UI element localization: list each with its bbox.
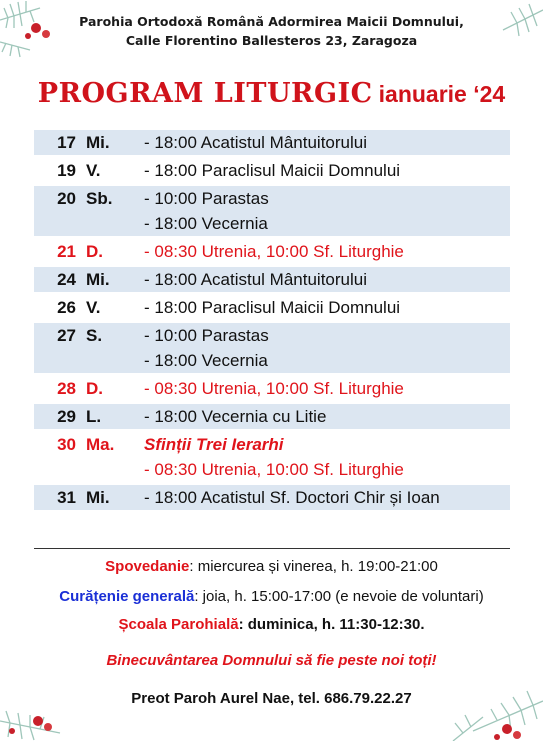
day-number: 31 bbox=[34, 485, 84, 510]
weekday: V. bbox=[86, 161, 101, 180]
events bbox=[140, 485, 510, 510]
schedule-row bbox=[34, 158, 510, 183]
day-number: 17 bbox=[34, 130, 84, 155]
schedule-row bbox=[34, 323, 510, 373]
weekday: Sb. bbox=[84, 186, 140, 236]
parish-name: Parohia Ortodoxă Română Adormirea Maicii Domnului, bbox=[79, 14, 464, 29]
events bbox=[140, 376, 510, 401]
title-month: ianuarie ‘24 bbox=[378, 81, 506, 107]
day-number: 21 bbox=[57, 242, 76, 261]
event-line: - 18:00 Vecernia bbox=[144, 214, 268, 233]
event-line: - 08:30 Utrenia, 10:00 Sf. Liturghie bbox=[144, 379, 404, 398]
program-title bbox=[0, 78, 543, 109]
weekday: Mi. bbox=[84, 485, 140, 510]
weekday: S. bbox=[84, 323, 140, 373]
schedule-row bbox=[34, 432, 510, 482]
blessing-text: Binecuvântarea Domnului să fie peste noi toți! bbox=[106, 652, 437, 669]
events bbox=[140, 158, 510, 183]
day-number: 30 bbox=[57, 435, 76, 454]
cleaning-text: : joia, h. 15:00-17:00 (e nevoie de voluntari) bbox=[194, 588, 484, 605]
schedule-row bbox=[34, 485, 510, 510]
parish-address: Calle Florentino Ballesteros 23, Zaragoza bbox=[125, 33, 418, 48]
events bbox=[140, 404, 510, 429]
events bbox=[140, 295, 510, 320]
weekday: Mi. bbox=[84, 130, 140, 155]
events bbox=[140, 186, 510, 236]
schedule-row bbox=[34, 186, 510, 236]
day-number: 26 bbox=[57, 298, 76, 317]
day-number: 27 bbox=[34, 323, 84, 373]
event-line: - 18:00 Acatistul Mântuitorului bbox=[144, 270, 368, 289]
events bbox=[140, 267, 510, 292]
event-line: - 18:00 Acatistul Mântuitorului bbox=[144, 133, 368, 152]
event-line: - 08:30 Utrenia, 10:00 Sf. Liturghie bbox=[144, 242, 404, 261]
confession-info bbox=[0, 558, 543, 575]
event-line: - 10:00 Parastas bbox=[144, 189, 269, 208]
confession-text: : miercurea și vinerea, h. 19:00-21:00 bbox=[189, 558, 438, 575]
events bbox=[140, 239, 510, 264]
weekday: V. bbox=[86, 298, 101, 317]
cleaning-info bbox=[0, 588, 543, 605]
day-number: 20 bbox=[34, 186, 84, 236]
day-number: 24 bbox=[34, 267, 84, 292]
day-number: 28 bbox=[57, 379, 76, 398]
feast-name: Sfinții Trei Ierarhi bbox=[144, 435, 284, 454]
event-line: - 18:00 Vecernia bbox=[144, 351, 268, 370]
school-text: : duminica, h. 11:30-12:30. bbox=[238, 616, 425, 633]
schedule-row bbox=[34, 404, 510, 429]
divider bbox=[34, 548, 510, 549]
event-line: - 08:30 Utrenia, 10:00 Sf. Liturghie bbox=[144, 460, 404, 479]
weekday: Ma. bbox=[86, 435, 115, 454]
schedule-row bbox=[34, 239, 510, 264]
school-label: Școala Parohială bbox=[118, 616, 239, 633]
weekday: Mi. bbox=[84, 267, 140, 292]
day-number: 29 bbox=[34, 404, 84, 429]
event-line: - 18:00 Paraclisul Maicii Domnului bbox=[144, 298, 401, 317]
schedule-row bbox=[34, 267, 510, 292]
event-line: - 18:00 Paraclisul Maicii Domnului bbox=[144, 161, 401, 180]
confession-label: Spovedanie bbox=[105, 558, 190, 575]
weekday: D. bbox=[86, 242, 103, 261]
schedule-table bbox=[34, 127, 510, 513]
event-line: - 10:00 Parastas bbox=[144, 326, 269, 345]
event-line: - 18:00 Vecernia cu Litie bbox=[144, 407, 327, 426]
weekday: D. bbox=[86, 379, 103, 398]
event-line: - 18:00 Acatistul Sf. Doctori Chir și Ioan bbox=[144, 488, 440, 507]
title-main: PROGRAM LITURGIC bbox=[37, 78, 373, 109]
events bbox=[140, 130, 510, 155]
schedule-row bbox=[34, 295, 510, 320]
priest-contact: Preot Paroh Aurel Nae, tel. 686.79.22.27 bbox=[131, 690, 412, 707]
events bbox=[140, 323, 510, 373]
parish-header bbox=[0, 12, 543, 50]
school-info bbox=[0, 616, 543, 633]
cleaning-label: Curățenie generală bbox=[59, 588, 195, 605]
day-number: 19 bbox=[57, 161, 76, 180]
schedule-row bbox=[34, 130, 510, 155]
schedule-row bbox=[34, 376, 510, 401]
weekday: L. bbox=[84, 404, 140, 429]
events bbox=[140, 432, 510, 482]
